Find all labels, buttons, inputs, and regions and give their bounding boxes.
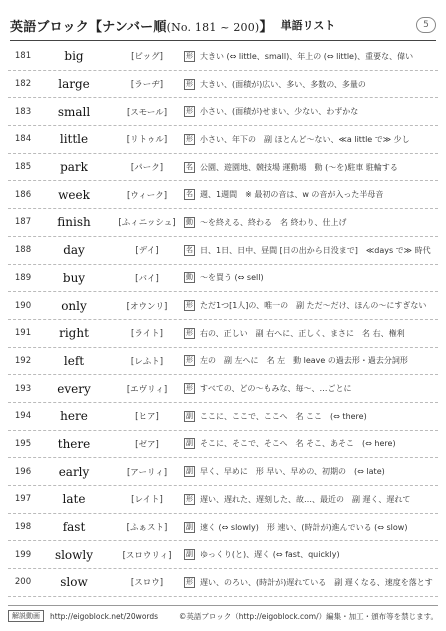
word-row	[8, 181, 438, 209]
page-subtitle: 単語リスト	[280, 19, 336, 32]
part-of-speech-badge: 形	[186, 134, 193, 143]
word-meaning	[184, 217, 438, 228]
title-range: (No. 181 ~ 200)	[166, 20, 260, 34]
english-word: slow	[60, 575, 88, 590]
word-row	[8, 375, 438, 403]
meaning-text: 右の、正しい 副 右へに、正しく、まさに 名 右、権利	[200, 328, 405, 338]
english-word: finish	[57, 215, 91, 230]
word-row	[8, 43, 438, 71]
english-word: early	[58, 464, 90, 479]
pronunciation-kana: [リトゥル]	[126, 135, 168, 146]
meaning-text: ただ1つ[1人]の、唯一の 副 ただ～だけ、ほんの～にすぎない	[200, 301, 427, 311]
word-row	[8, 154, 438, 182]
word-number: 192	[14, 355, 32, 366]
english-word: day	[63, 243, 85, 258]
word-meaning	[184, 328, 438, 339]
copyright-notice: ©英語ブロック（http://eigoblock.com/）編集・加工・頒布等を禁じます。	[178, 611, 438, 621]
title-close: 】	[259, 19, 273, 35]
word-row	[8, 98, 438, 126]
english-word: only	[61, 298, 87, 313]
word-meaning	[184, 411, 438, 422]
word-number: 186	[14, 189, 32, 200]
pronunciation-kana: [レふト]	[130, 356, 164, 367]
pronunciation-kana: [ふぁスト]	[126, 523, 168, 534]
word-meaning	[184, 577, 438, 588]
pronunciation-kana: [ヒア]	[135, 412, 159, 423]
word-number: 187	[14, 217, 32, 228]
english-word: slowly	[54, 547, 94, 562]
english-word: fast	[62, 520, 86, 535]
part-of-speech-badge: 形	[186, 51, 193, 60]
pronunciation-kana: [バイ]	[135, 273, 159, 284]
meaning-text: 公園、遊園地、競技場 運動場 動 (～を)駐車 駐輪する	[200, 162, 398, 172]
meaning-text: 週、1週間 ※ 最初の音は、w の音が入った半母音	[200, 190, 384, 200]
word-row	[8, 486, 438, 514]
page-footer	[8, 605, 438, 623]
english-word: buy	[62, 270, 86, 285]
meaning-text: 大きい (⇔ little、small)、年上の (⇔ little)、重要な、偉い	[200, 51, 414, 61]
meaning-text: 日、1日、日中、昼間 [日の出から日没まで] ≪days で≫ 時代	[200, 245, 431, 255]
page-title	[10, 16, 273, 35]
english-word: here	[60, 409, 88, 424]
part-of-speech-badge: 副	[186, 522, 193, 531]
part-of-speech-badge: 名	[186, 190, 193, 199]
part-of-speech-badge: 副	[186, 467, 193, 476]
word-number: 182	[14, 79, 32, 90]
pronunciation-kana: [ラーヂ]	[130, 80, 164, 91]
word-row	[8, 348, 438, 376]
word-number: 181	[14, 51, 32, 62]
english-word: week	[58, 187, 90, 202]
word-meaning	[184, 300, 438, 311]
word-number: 185	[14, 162, 32, 173]
meaning-text: 小さい、(面積が)せまい、少ない、わずかな	[200, 107, 359, 117]
word-meaning	[184, 494, 438, 505]
english-word: there	[57, 436, 91, 451]
word-number: 184	[14, 134, 32, 145]
word-row	[8, 292, 438, 320]
pronunciation-kana: [ライト]	[131, 329, 163, 340]
word-number: 188	[14, 245, 32, 256]
word-row	[8, 237, 438, 265]
word-number: 189	[14, 272, 32, 283]
word-row	[8, 458, 438, 486]
word-list	[8, 43, 438, 597]
meaning-text: ～を終える、終わる 名 終わり、仕上げ	[200, 217, 347, 227]
word-row	[8, 403, 438, 431]
part-of-speech-badge: 動	[186, 217, 193, 226]
pronunciation-kana: [スロウ]	[130, 578, 164, 589]
part-of-speech-badge: 形	[186, 577, 193, 586]
part-of-speech-badge: 副	[186, 411, 193, 420]
pronunciation-kana: [スモール]	[126, 107, 168, 118]
word-meaning	[184, 466, 438, 477]
word-number: 195	[14, 438, 32, 449]
meaning-text: 速く (⇔ slowly) 形 速い、(時計が)進んでいる (⇔ slow)	[200, 522, 408, 532]
english-word: large	[58, 77, 90, 92]
meaning-text: 大きい、(面積が)広い、多い、多数の、多量の	[200, 79, 366, 89]
english-word: late	[62, 492, 86, 507]
meaning-text: そこに、そこで、そこへ 名 そこ、あそこ (⇔ here)	[200, 439, 396, 449]
word-row	[8, 71, 438, 99]
word-number: 200	[14, 577, 32, 588]
meaning-text: 遅い、のろい、(時計が)遅れている 副 遅くなる、速度を落とす	[200, 577, 433, 587]
word-meaning	[184, 189, 438, 200]
word-number: 183	[14, 106, 32, 117]
pronunciation-kana: [オウンリ]	[126, 301, 168, 312]
meaning-text: すべての、どの～もみな、毎～、…ごとに	[200, 384, 352, 394]
pronunciation-kana: [スロウリィ]	[122, 550, 172, 561]
english-word: left	[63, 353, 85, 368]
meaning-text: ここに、ここで、ここへ 名 ここ (⇔ there)	[200, 411, 367, 421]
part-of-speech-badge: 形	[186, 384, 193, 393]
part-of-speech-badge: 形	[186, 356, 193, 365]
video-explanation-button[interactable]: 解説動画	[8, 610, 44, 622]
meaning-text: 左の 副 左へに 名 左 動 leave の過去形・過去分詞形	[200, 356, 408, 366]
part-of-speech-badge: 名	[186, 162, 193, 171]
word-row	[8, 126, 438, 154]
word-meaning	[184, 383, 438, 394]
part-of-speech-badge: 形	[186, 107, 193, 116]
word-meaning	[184, 549, 438, 560]
word-meaning	[184, 162, 438, 173]
word-number: 198	[14, 522, 32, 533]
pronunciation-kana: [アーリィ]	[126, 467, 168, 478]
english-word: small	[57, 104, 91, 119]
word-meaning	[184, 134, 438, 145]
word-number: 199	[14, 549, 32, 560]
meaning-text: ゆっくり(と)、遅く (⇔ fast、quickly)	[200, 550, 340, 560]
part-of-speech-badge: 形	[186, 79, 193, 88]
word-meaning	[184, 51, 438, 62]
meaning-text: ～を買う (⇔ sell)	[200, 273, 264, 283]
pronunciation-kana: [ビッグ]	[131, 52, 163, 63]
pronunciation-kana: [エヴリィ]	[126, 384, 168, 395]
word-row	[8, 569, 438, 597]
pronunciation-kana: [ウィーク]	[126, 190, 168, 201]
page-header	[10, 13, 436, 41]
english-word: every	[57, 381, 91, 396]
word-number: 196	[14, 466, 32, 477]
word-meaning	[184, 245, 438, 256]
word-meaning	[184, 522, 438, 533]
pronunciation-kana: [ゼア]	[135, 439, 159, 450]
pronunciation-kana: [パーク]	[130, 163, 164, 174]
part-of-speech-badge: 動	[186, 273, 193, 282]
pronunciation-kana: [デイ]	[135, 246, 159, 257]
pronunciation-kana: [レイト]	[131, 495, 163, 506]
word-number: 197	[14, 494, 32, 505]
word-row	[8, 514, 438, 542]
word-meaning	[184, 438, 438, 449]
word-row	[8, 431, 438, 459]
word-meaning	[184, 106, 438, 117]
part-of-speech-badge: 副	[186, 550, 193, 559]
footer-url-link[interactable]: http://eigoblock.net/20words	[50, 611, 159, 621]
pronunciation-kana: [ふィニッシュ]	[118, 218, 176, 229]
meaning-text: 小さい、年下の 副 ほとんど～ない、≪a little で≫ 少し	[200, 134, 410, 144]
word-meaning	[184, 355, 438, 366]
meaning-text: 遅い、遅れた、遅刻した、故…、最近の 副 遅く、遅れて	[200, 494, 411, 504]
meaning-text: 早く、早めに 形 早い、早めの、初期の (⇔ late)	[200, 467, 385, 477]
word-number: 194	[14, 411, 32, 422]
word-row	[8, 209, 438, 237]
word-row	[8, 265, 438, 293]
part-of-speech-badge: 名	[186, 245, 193, 254]
word-meaning	[184, 272, 438, 283]
word-meaning	[184, 79, 438, 90]
english-word: right	[59, 326, 89, 341]
title-text: 英語ブロック【ナンバー順	[10, 19, 167, 35]
part-of-speech-badge: 形	[186, 301, 193, 310]
part-of-speech-badge: 形	[186, 494, 193, 503]
english-word: little	[59, 132, 89, 147]
word-row	[8, 320, 438, 348]
word-number: 193	[14, 383, 32, 394]
word-number: 191	[14, 328, 32, 339]
word-number: 190	[14, 300, 32, 311]
page-number-badge: 5	[416, 17, 436, 33]
english-word: big	[64, 49, 84, 64]
word-row	[8, 541, 438, 569]
part-of-speech-badge: 副	[186, 439, 193, 448]
part-of-speech-badge: 形	[186, 328, 193, 337]
english-word: park	[60, 160, 88, 175]
